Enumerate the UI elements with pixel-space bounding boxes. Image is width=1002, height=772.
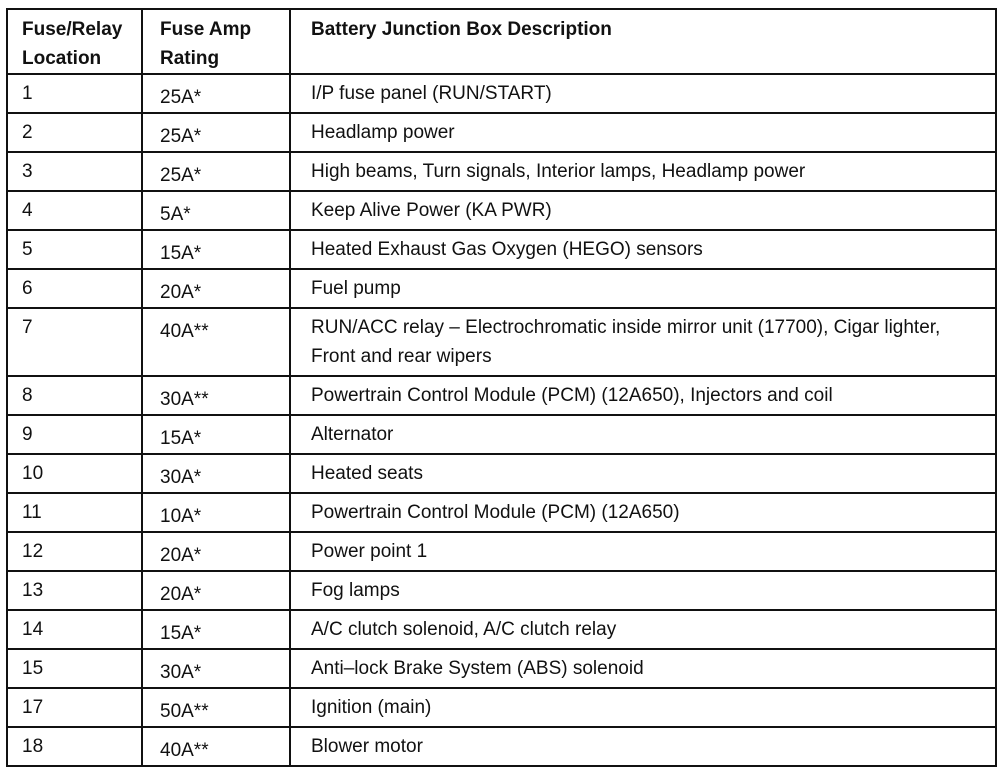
header-rating bbox=[142, 9, 290, 74]
cell-location: 3 bbox=[7, 152, 142, 191]
cell-description: Anti–lock Brake System (ABS) solenoid bbox=[290, 649, 996, 688]
cell-description: I/P fuse panel (RUN/START) bbox=[290, 74, 996, 113]
cell-rating: 10A* bbox=[142, 493, 290, 532]
cell-description: Fuel pump bbox=[290, 269, 996, 308]
cell-rating: 30A** bbox=[142, 376, 290, 415]
cell-rating: 25A* bbox=[142, 74, 290, 113]
cell-rating: 30A* bbox=[142, 649, 290, 688]
cell-description: Headlamp power bbox=[290, 113, 996, 152]
table-row bbox=[7, 269, 996, 308]
cell-location: 17 bbox=[7, 688, 142, 727]
cell-description: Heated seats bbox=[290, 454, 996, 493]
cell-description: Heated Exhaust Gas Oxygen (HEGO) sensors bbox=[290, 230, 996, 269]
table-row bbox=[7, 571, 996, 610]
table-row bbox=[7, 532, 996, 571]
cell-rating: 20A* bbox=[142, 571, 290, 610]
cell-location: 14 bbox=[7, 610, 142, 649]
header-rating-line-2: Rating bbox=[160, 48, 220, 69]
cell-location: 5 bbox=[7, 230, 142, 269]
header-description bbox=[290, 9, 996, 74]
cell-rating: 20A* bbox=[142, 269, 290, 308]
table-row bbox=[7, 688, 996, 727]
cell-location: 2 bbox=[7, 113, 142, 152]
table-row bbox=[7, 727, 996, 766]
cell-rating: 25A* bbox=[142, 113, 290, 152]
table-row bbox=[7, 113, 996, 152]
table-row bbox=[7, 74, 996, 113]
fuse-table-document bbox=[6, 8, 997, 767]
cell-location: 13 bbox=[7, 571, 142, 610]
fuse-table bbox=[6, 8, 997, 767]
cell-rating: 40A** bbox=[142, 308, 290, 376]
table-row bbox=[7, 493, 996, 532]
cell-location: 4 bbox=[7, 191, 142, 230]
cell-description: Ignition (main) bbox=[290, 688, 996, 727]
header-description-line-1: Battery Junction Box Description bbox=[311, 19, 612, 40]
cell-location: 10 bbox=[7, 454, 142, 493]
table-row bbox=[7, 454, 996, 493]
header-location bbox=[7, 9, 142, 74]
cell-description: Blower motor bbox=[290, 727, 996, 766]
table-row bbox=[7, 415, 996, 454]
cell-location: 18 bbox=[7, 727, 142, 766]
cell-description: High beams, Turn signals, Interior lamps, Headlamp power bbox=[290, 152, 996, 191]
cell-description: Power point 1 bbox=[290, 532, 996, 571]
table-row bbox=[7, 649, 996, 688]
cell-description: Alternator bbox=[290, 415, 996, 454]
table-row bbox=[7, 308, 996, 376]
table-row bbox=[7, 152, 996, 191]
table-row bbox=[7, 230, 996, 269]
table-header-row bbox=[7, 9, 996, 74]
cell-rating: 20A* bbox=[142, 532, 290, 571]
table-row bbox=[7, 610, 996, 649]
cell-description: Powertrain Control Module (PCM) (12A650) bbox=[290, 493, 996, 532]
header-location-line-2: Location bbox=[22, 48, 102, 69]
cell-rating: 40A** bbox=[142, 727, 290, 766]
cell-description: Keep Alive Power (KA PWR) bbox=[290, 191, 996, 230]
cell-description: RUN/ACC relay – Electrochromatic inside mirror unit (17700), Cigar lighter, Front and rear wipers bbox=[290, 308, 996, 376]
cell-description: A/C clutch solenoid, A/C clutch relay bbox=[290, 610, 996, 649]
cell-location: 11 bbox=[7, 493, 142, 532]
cell-rating: 15A* bbox=[142, 610, 290, 649]
cell-rating: 50A** bbox=[142, 688, 290, 727]
header-rating-line-1: Fuse Amp bbox=[160, 19, 252, 40]
table-row bbox=[7, 376, 996, 415]
table-row bbox=[7, 191, 996, 230]
cell-location: 8 bbox=[7, 376, 142, 415]
cell-location: 12 bbox=[7, 532, 142, 571]
cell-rating: 30A* bbox=[142, 454, 290, 493]
cell-description: Fog lamps bbox=[290, 571, 996, 610]
cell-rating: 15A* bbox=[142, 415, 290, 454]
cell-location: 1 bbox=[7, 74, 142, 113]
cell-description: Powertrain Control Module (PCM) (12A650), Injectors and coil bbox=[290, 376, 996, 415]
cell-rating: 25A* bbox=[142, 152, 290, 191]
cell-location: 9 bbox=[7, 415, 142, 454]
header-location-line-1: Fuse/Relay bbox=[22, 19, 123, 40]
cell-rating: 5A* bbox=[142, 191, 290, 230]
cell-rating: 15A* bbox=[142, 230, 290, 269]
cell-location: 15 bbox=[7, 649, 142, 688]
cell-location: 6 bbox=[7, 269, 142, 308]
cell-location: 7 bbox=[7, 308, 142, 376]
